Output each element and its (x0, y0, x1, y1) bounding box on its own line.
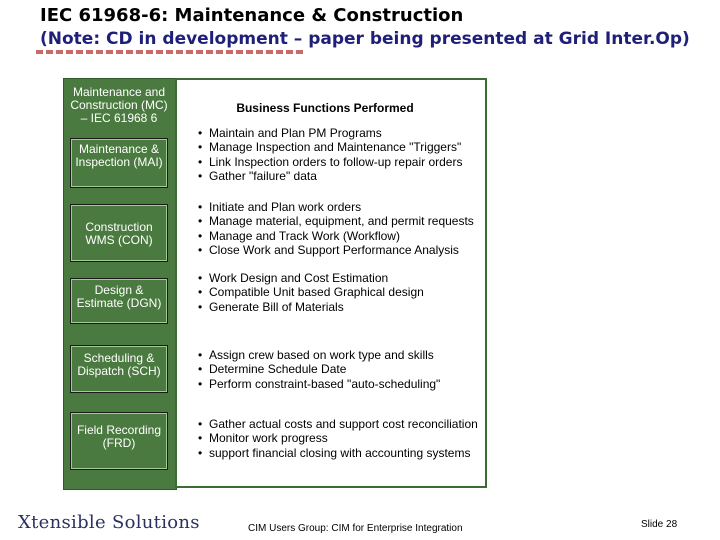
functions-column-header: Business Functions Performed (236, 101, 414, 115)
module-box-frd: Field Recording (FRD) (70, 412, 168, 470)
function-item: • Manage and Track Work (Workflow) (198, 229, 483, 243)
function-item: • Perform constraint-based "auto-scheduling" (198, 377, 483, 391)
functions-list-sch (198, 348, 483, 391)
module-box-mai: Maintenance & Inspection (MAI) (70, 138, 168, 188)
functions-list-frd (198, 417, 483, 460)
company-logo: Xtensible Solutions (18, 512, 200, 533)
slide-title: IEC 61968-6: Maintenance & Construction (40, 5, 464, 26)
function-item: • Gather actual costs and support cost reconciliation (198, 417, 483, 431)
footer-text: CIM Users Group: CIM for Enterprise Integration (248, 523, 463, 534)
function-item: • Determine Schedule Date (198, 362, 483, 376)
function-item: • Close Work and Support Performance Analysis (198, 243, 483, 257)
function-item: • Manage Inspection and Maintenance "Triggers" (198, 140, 483, 154)
module-box-dgn: Design & Estimate (DGN) (70, 278, 168, 324)
module-box-sch: Scheduling & Dispatch (SCH) (70, 345, 168, 393)
function-item: • Compatible Unit based Graphical design (198, 285, 483, 299)
function-item: • Link Inspection orders to follow-up repair orders (198, 155, 483, 169)
function-item: • Generate Bill of Materials (198, 300, 483, 314)
functions-list-mai (198, 126, 483, 183)
function-item: • Gather "failure" data (198, 169, 483, 183)
module-header-mc: Maintenance and Construction (MC) – IEC 61968 6 (70, 85, 168, 133)
slide-subtitle: (Note: CD in development – paper being presented at Grid Inter.Op) (40, 29, 690, 49)
function-item: • Manage material, equipment, and permit requests (198, 214, 483, 228)
functions-list-dgn (198, 271, 483, 314)
function-item: • Assign crew based on work type and skills (198, 348, 483, 362)
function-item: • Initiate and Plan work orders (198, 200, 483, 214)
slide-number: Slide 28 (641, 519, 678, 530)
module-box-con: Construction WMS (CON) (70, 204, 168, 262)
functions-list-con (198, 200, 483, 257)
title-underline (36, 50, 306, 54)
function-item: • Monitor work progress (198, 431, 483, 445)
function-item: • Work Design and Cost Estimation (198, 271, 483, 285)
function-item: • Maintain and Plan PM Programs (198, 126, 483, 140)
function-item: • support financial closing with accounting systems (198, 446, 483, 460)
